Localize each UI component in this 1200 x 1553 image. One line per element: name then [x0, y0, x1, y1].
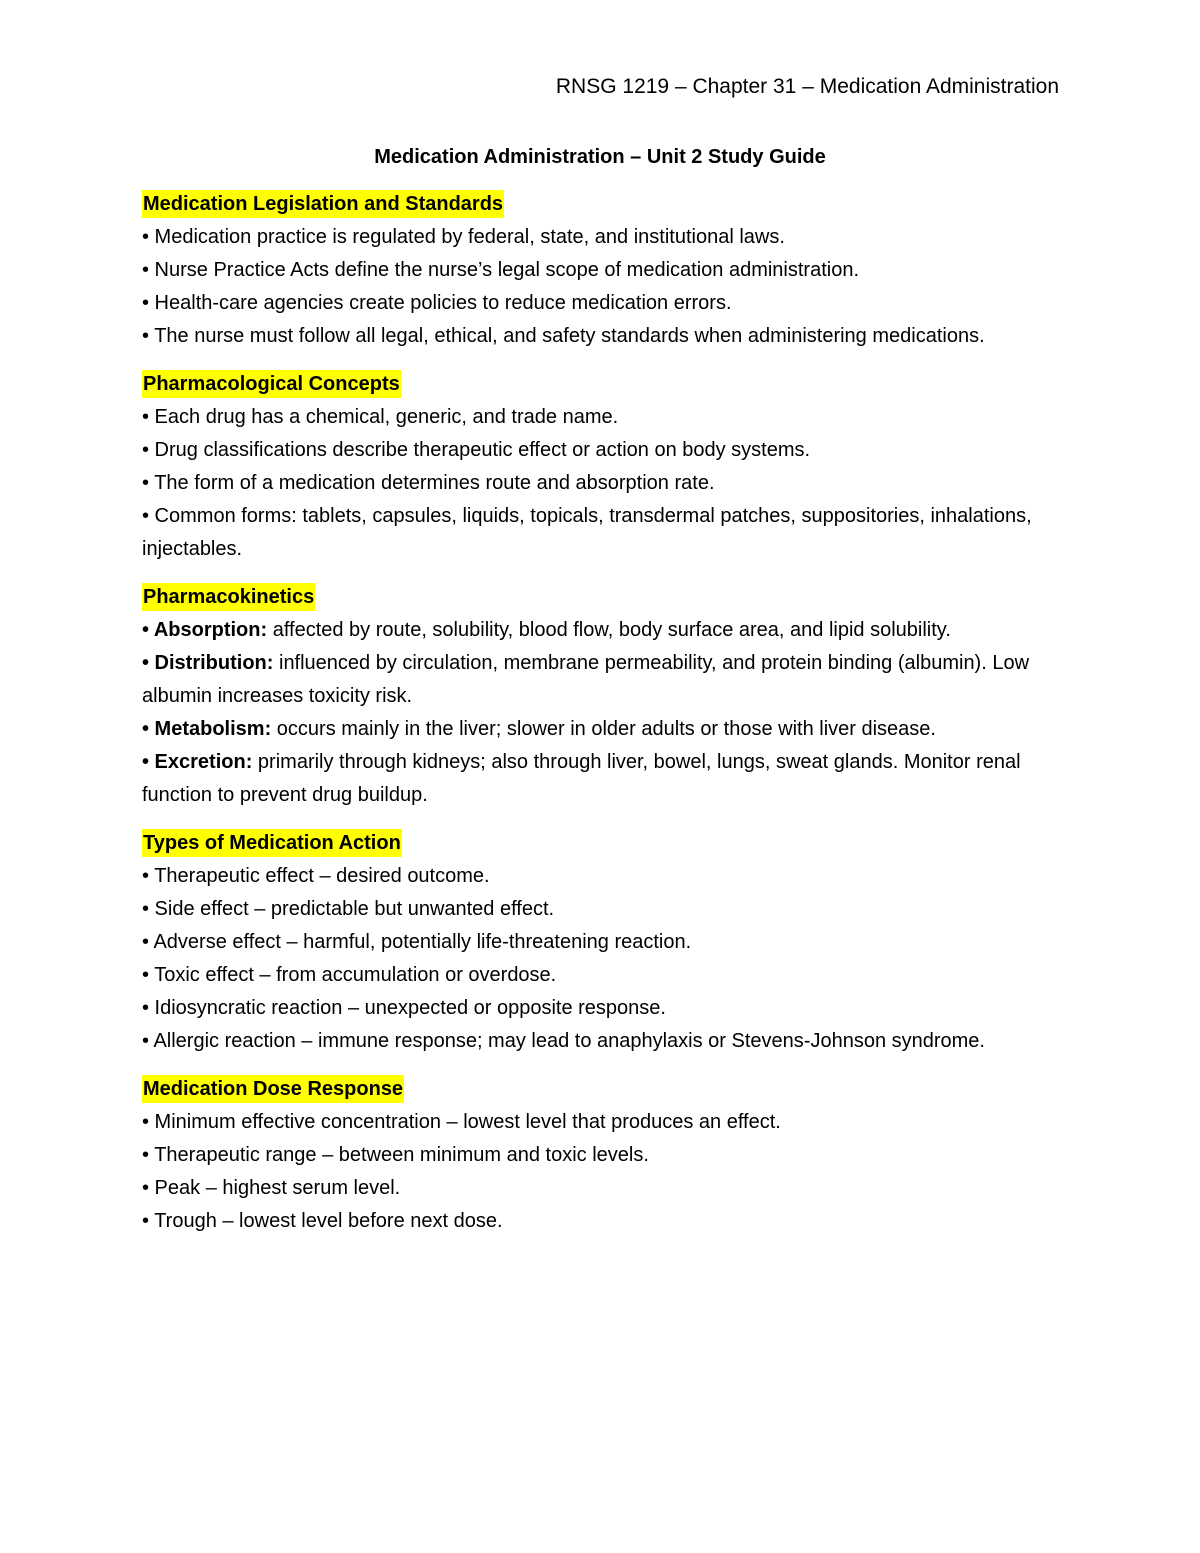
bullet-item: • Each drug has a chemical, generic, and trade name. [142, 406, 619, 428]
bullet-item: • Idiosyncratic reaction – unexpected or opposite response. [142, 997, 666, 1019]
bullet-item: • Health-care agencies create policies to reduce medication errors. [142, 292, 732, 314]
section-heading: Medication Legislation and Standards [142, 190, 504, 218]
bullet-item: • Common forms: tablets, capsules, liquids, topicals, transdermal patches, suppositories, inhalations, injectables. [142, 505, 1032, 560]
page-header: RNSG 1219 – Chapter 31 – Medication Administration [555, 75, 1059, 98]
bullet-item: • Absorption: affected by route, solubility, blood flow, body surface area, and lipid solubility. [142, 619, 951, 641]
section-pharmacological-concepts [142, 370, 1072, 566]
bullet-item: • Metabolism: occurs mainly in the liver; slower in older adults or those with liver disease. [142, 718, 936, 740]
section-legislation [142, 190, 1072, 353]
bullet-item: • Toxic effect – from accumulation or overdose. [142, 964, 557, 986]
section-heading: Pharmacokinetics [142, 583, 315, 611]
bullet-item: • Trough – lowest level before next dose. [142, 1210, 503, 1232]
bullet-item: • The form of a medication determines route and absorption rate. [142, 472, 715, 494]
section-heading: Medication Dose Response [142, 1075, 404, 1103]
bullet-item: • The nurse must follow all legal, ethical, and safety standards when administering medications. [142, 325, 985, 347]
bullet-item: • Nurse Practice Acts define the nurse’s legal scope of medication administration. [142, 259, 860, 281]
study-guide-content [142, 190, 1072, 1255]
section-dose-response [142, 1075, 1072, 1238]
document-title: Medication Administration – Unit 2 Study Guide [374, 146, 826, 168]
bullet-item: • Distribution: influenced by circulation, membrane permeability, and protein binding (albumin). Low albumin increases toxicity risk. [142, 652, 1030, 707]
bullet-item: • Adverse effect – harmful, potentially life-threatening reaction. [142, 931, 692, 953]
section-pharmacokinetics [142, 583, 1072, 812]
bullet-item: • Peak – highest serum level. [142, 1177, 401, 1199]
bullet-item: • Medication practice is regulated by federal, state, and institutional laws. [142, 226, 785, 248]
section-heading: Pharmacological Concepts [142, 370, 401, 398]
bullet-item: • Allergic reaction – immune response; may lead to anaphylaxis or Stevens-Johnson syndrome. [142, 1030, 985, 1052]
section-medication-action [142, 829, 1072, 1058]
bullet-item: • Side effect – predictable but unwanted effect. [142, 898, 555, 920]
bullet-item: • Excretion: primarily through kidneys; also through liver, bowel, lungs, sweat glands. Monitor renal function to prevent drug buildup. [142, 751, 1021, 806]
section-heading: Types of Medication Action [142, 829, 402, 857]
bullet-item: • Drug classifications describe therapeutic effect or action on body systems. [142, 439, 811, 461]
bullet-item: • Minimum effective concentration – lowest level that produces an effect. [142, 1111, 781, 1133]
bullet-item: • Therapeutic range – between minimum and toxic levels. [142, 1144, 649, 1166]
bullet-item: • Therapeutic effect – desired outcome. [142, 865, 490, 887]
